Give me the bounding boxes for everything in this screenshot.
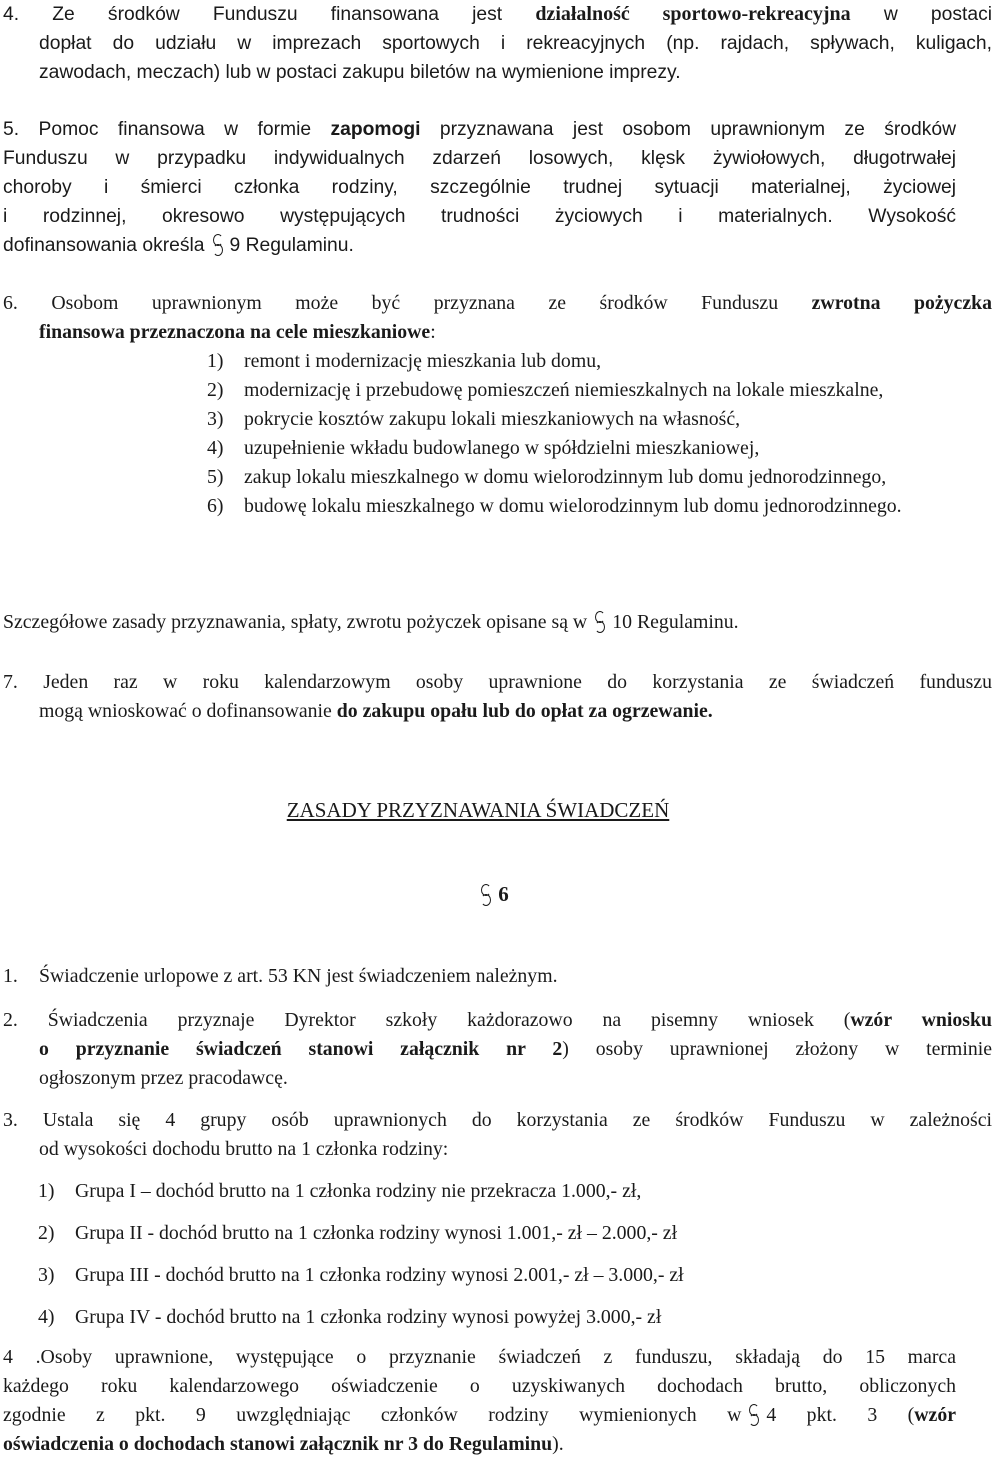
paragraph-5: 5. Pomoc finansowa w formie zapomogi przyznawana jest osobom uprawnionym ze środków Funduszu w przypadku indywidualnych zdarzeń losowych, klęsk żywiołowych, długotrwałej choroby i śmierci członka rodziny, szczególnie trudnej sytuacji materialnej, życiowej i rodzinnej, okresowo występujących trudności życiowych i materialnych. Wysokość dofinansowania określa 9 Regulaminu. [3, 119, 956, 256]
point-1: 1. Świadczenie urlopowe z art. 53 KN jest świadczeniem należnym. [3, 962, 956, 991]
section-sign-icon [479, 883, 492, 907]
paragraph-number: 5. [3, 119, 20, 140]
section-heading: ZASADY PRZYZNAWANIA ŚWIADCZEŃ [286, 798, 670, 822]
point-2: 2. Świadczenia przyznaje Dyrektor szkoły każdorazowo na pisemny wniosek (wzór wniosku o przyznanie świadczeń stanowi załącznik nr 2) osoby uprawnionej złożony w terminie ogłoszonym przez pracodawcę. [3, 1009, 992, 1089]
loan-details-note: Szczegółowe zasady przyznawania, spłaty, zwrotu pożyczek opisane są w 10 Regulaminu. [3, 611, 739, 633]
list-item: 5) zakup lokalu mieszkalnego w domu wielorodzinnym lub domu jednorodzinnego, [207, 466, 887, 488]
section-number: 6 [0, 880, 960, 909]
list-item: 3) Grupa III - dochód brutto na 1 członka rodziny wynosi 2.001,- zł – 3.000,- zł [38, 1264, 684, 1286]
section-sign-icon [211, 233, 224, 257]
paragraph-number: 4. [3, 4, 20, 25]
paragraph-number: 2. [3, 1009, 18, 1031]
point-4: 4 .Osoby uprawnione, występujące o przyznanie świadczeń z funduszu, składają do 15 marca każdego roku kalendarzowego oświadczenie o uzyskiwanych dochodach brutto, obliczonych zgodnie z pkt. 9 uwzględniając członków rodziny wymienionych w 4 pkt. 3 (wzór oświadczenia o dochodach stanowi załącznik nr 3 do Regulaminu). [3, 1346, 956, 1455]
list-item: 2) modernizację i przebudowę pomieszczeń niemieszkalnych na lokale mieszkalne, [207, 379, 884, 401]
list-item: 1) remont i modernizację mieszkania lub domu, [207, 350, 602, 372]
paragraph-4: 4. Ze środków Funduszu finansowana jest działalność sportowo-rekreacyjna w postaci dopłat do udziału w imprezach sportowych i rekreacyjnych (np. rajdach, spływach, kuligach, zawodach, meczach) lub w postaci zakupu biletów na wymienione imprezy. [3, 3, 992, 83]
section-sign-icon [747, 1403, 760, 1427]
list-item: 2) Grupa II - dochód brutto na 1 członka rodziny wynosi 1.001,- zł – 2.000,- zł [38, 1222, 678, 1244]
paragraph-number: 6. [3, 292, 18, 314]
list-item: 1) Grupa I – dochód brutto na 1 członka rodziny nie przekracza 1.000,- zł, [38, 1180, 642, 1202]
paragraph-6: 6. Osobom uprawnionym może być przyznana ze środków Funduszu zwrotna pożyczka finansowa przeznaczona na cele mieszkaniowe: [3, 292, 992, 343]
list-item: 4) Grupa IV - dochód brutto na 1 członka rodziny wynosi powyżej 3.000,- zł [38, 1306, 662, 1328]
paragraph-number: 4 . [3, 1346, 41, 1368]
point-3: 3. Ustala się 4 grupy osób uprawnionych do korzystania ze środków Funduszu w zależności od wysokości dochodu brutto na 1 członka rodziny: [3, 1109, 992, 1160]
paragraph-number: 3. [3, 1109, 18, 1131]
paragraph-number: 1. [3, 965, 18, 987]
list-item: 3) pokrycie kosztów zakupu lokali mieszkaniowych na własność, [207, 408, 741, 430]
list-item: 4) uzupełnienie wkładu budowlanego w spółdzielni mieszkaniowej, [207, 437, 760, 459]
housing-loan-purposes-list [207, 347, 956, 521]
paragraph-7: 7. Jeden raz w roku kalendarzowym osoby uprawnione do korzystania ze świadczeń funduszu mogą wnioskować o dofinansowanie do zakupu opału lub do opłat za ogrzewanie. [3, 671, 992, 722]
list-item: 6) budowę lokalu mieszkalnego w domu wielorodzinnym lub domu jednorodzinnego. [207, 495, 902, 517]
section-sign-icon [593, 610, 606, 634]
paragraph-number: 7. [3, 671, 18, 693]
